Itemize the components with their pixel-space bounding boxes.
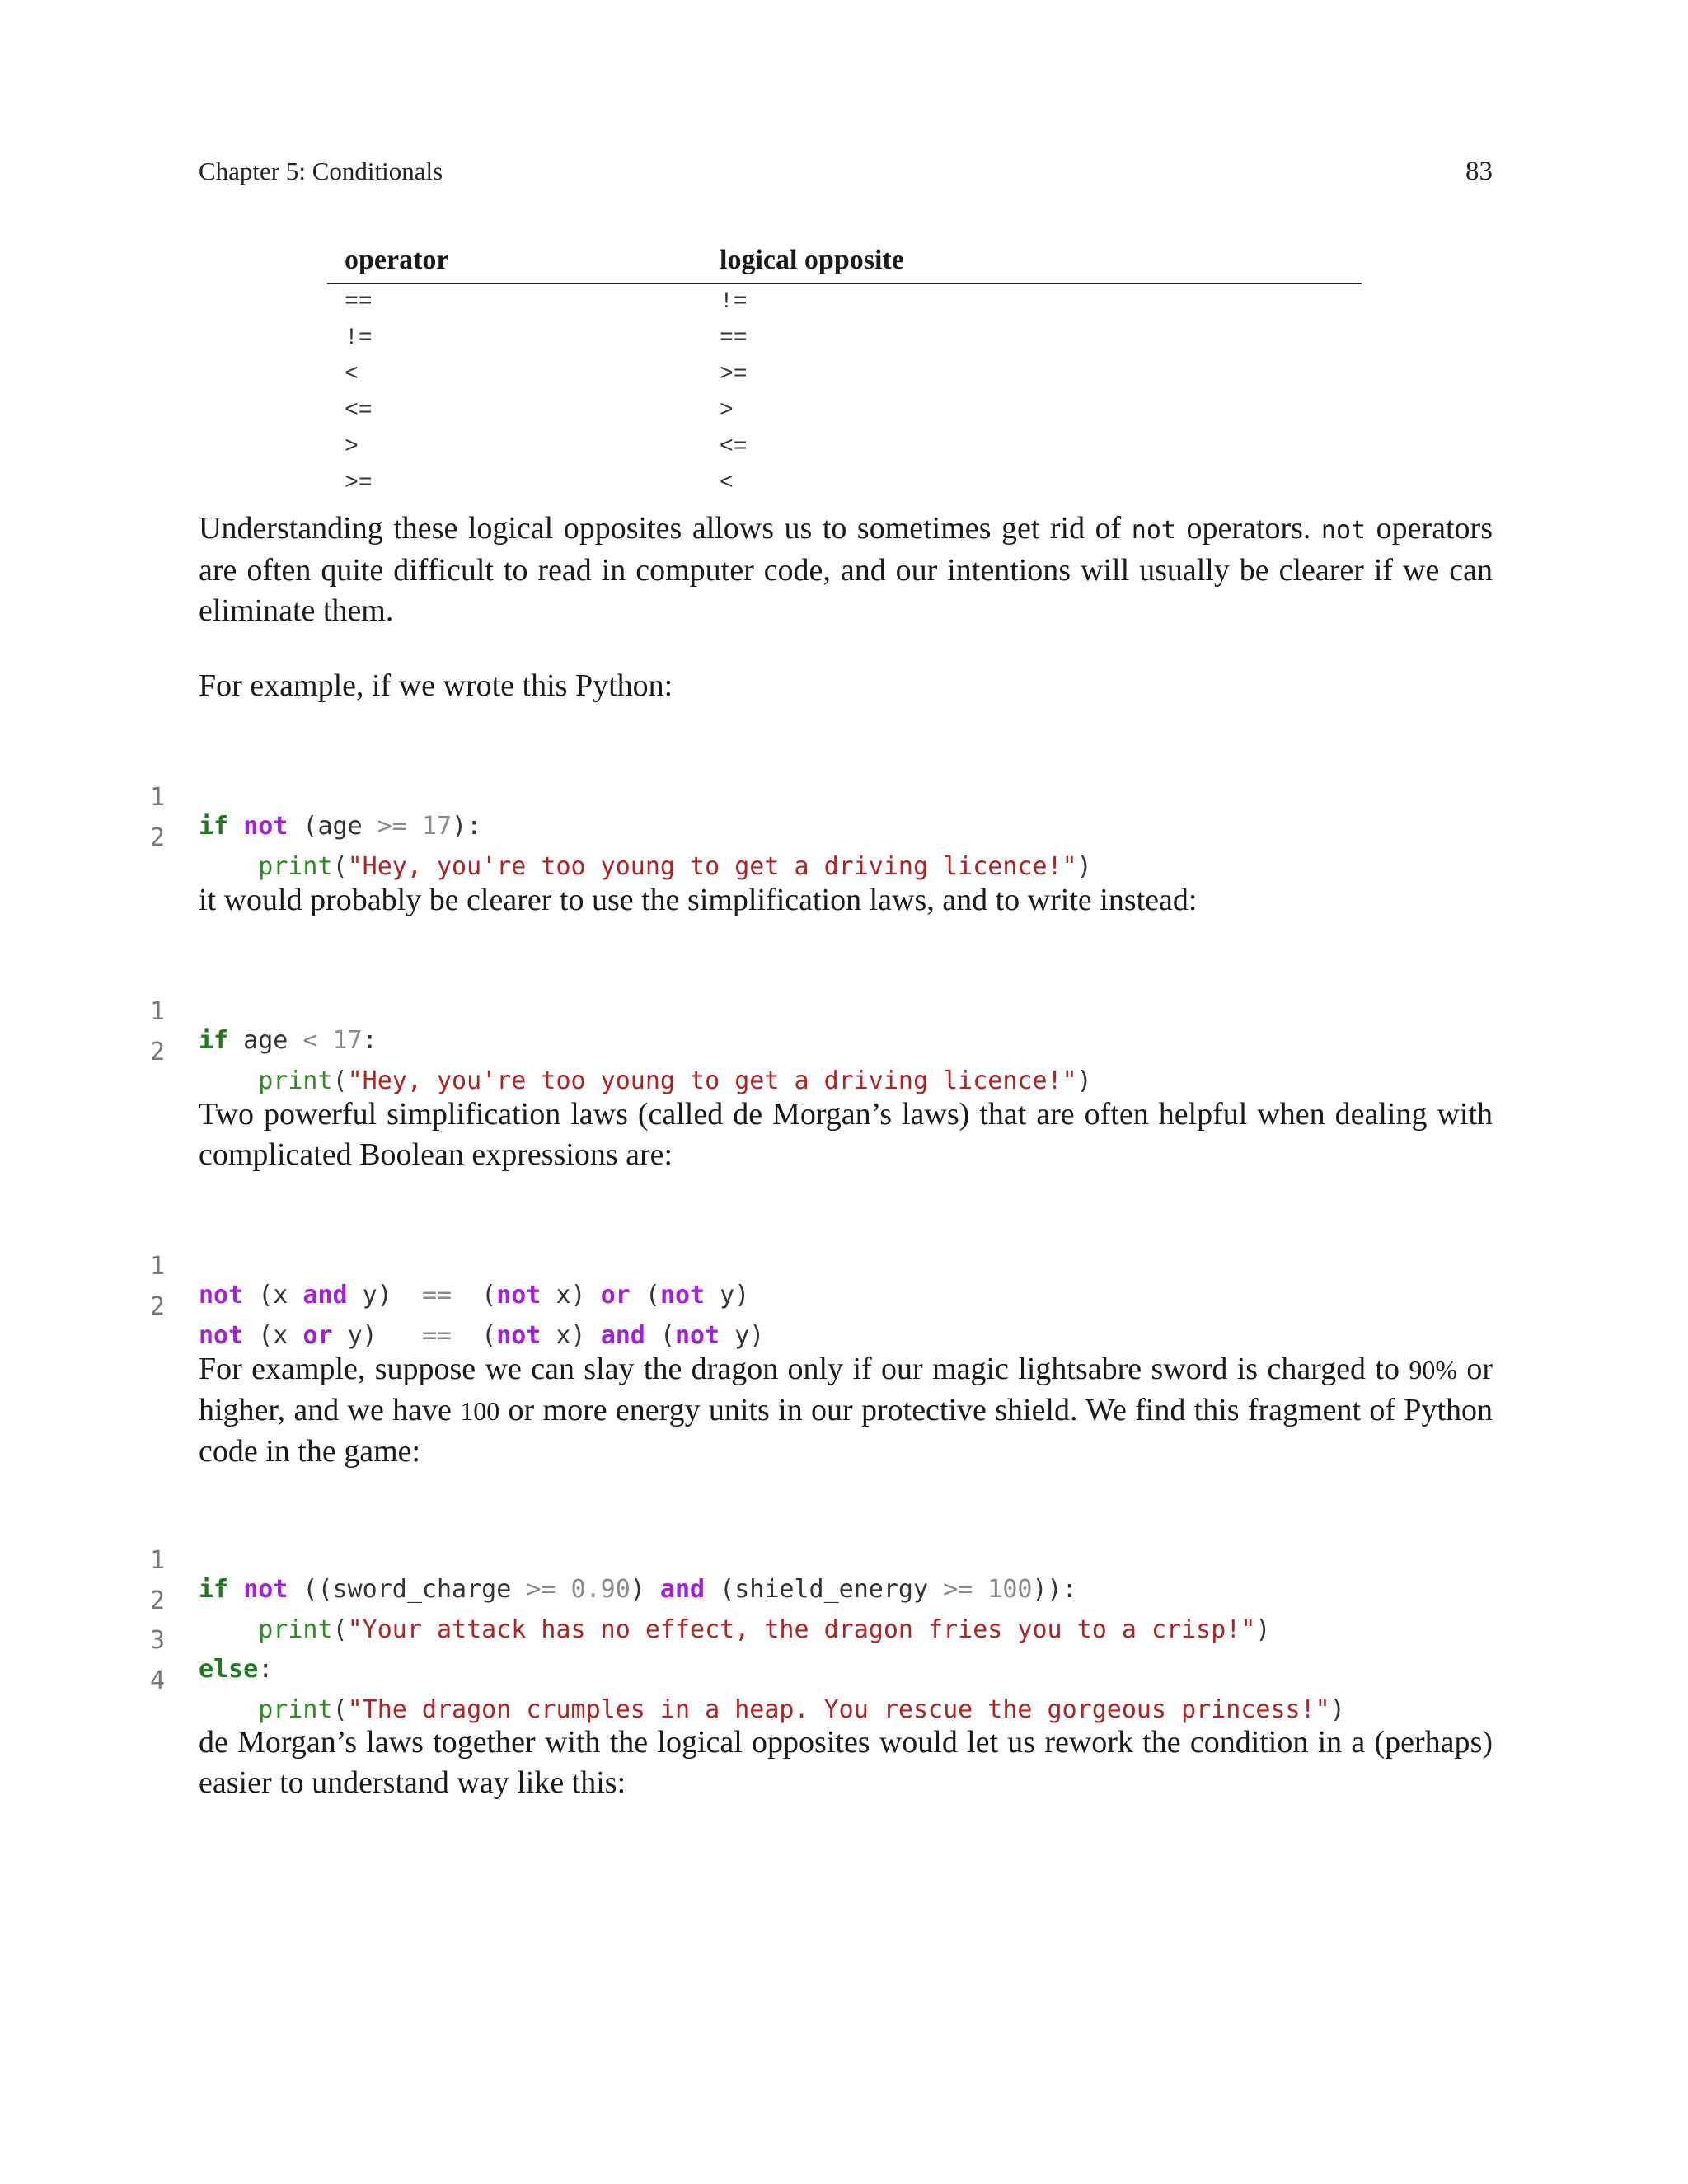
line-number: 3 xyxy=(149,1626,165,1655)
table-row xyxy=(327,429,1362,466)
code-line: 2 print("Your attack has no effect, the dragon fries you to a crisp!") xyxy=(140,1558,1541,1598)
code-line: 1 if age < 17: xyxy=(140,968,1541,1009)
column-header-logical-opposite: logical opposite xyxy=(720,245,904,275)
code-block-de-morgan-laws xyxy=(140,1223,1541,1350)
opposite-cell: == xyxy=(720,326,748,351)
line-number: 4 xyxy=(149,1666,165,1695)
operator-table xyxy=(327,241,1362,502)
table-row xyxy=(327,393,1362,429)
line-number: 2 xyxy=(149,823,165,852)
operator-cell: <= xyxy=(345,398,373,424)
operator-cell: >= xyxy=(345,471,373,496)
column-header-operator: operator xyxy=(345,245,449,275)
table-row xyxy=(327,321,1362,357)
line-number: 1 xyxy=(149,783,165,812)
code-line: 2 print("Hey, you're too young to get a driving licence!") xyxy=(140,794,1541,835)
code-line: 2 print("Hey, you're too young to get a driving licence!") xyxy=(140,1009,1541,1049)
code-block-not-age xyxy=(140,754,1541,881)
running-header xyxy=(199,157,1493,193)
code-line: 1 if not ((sword_charge >= 0.90) and (shield_energy >= 100)): xyxy=(140,1517,1541,1558)
code-block-dragon xyxy=(140,1517,1541,1724)
inline-code-not: not xyxy=(1131,516,1176,545)
table-header xyxy=(327,241,1362,284)
paragraph-simplification: it would probably be clearer to use the simplification laws, and to write instead: xyxy=(199,883,1198,917)
table-row xyxy=(327,466,1362,502)
opposite-cell: > xyxy=(720,398,734,424)
code-line: 1 not (x and y) == (not x) or (not y) xyxy=(140,1223,1541,1263)
opposite-cell: < xyxy=(720,471,734,496)
code-line: 1 if not (age >= 17): xyxy=(140,754,1541,794)
code-block-age-less xyxy=(140,968,1541,1095)
line-number: 2 xyxy=(149,1291,165,1321)
table-row xyxy=(327,357,1362,393)
code-line: 4 print("The dragon crumples in a heap. You rescue the gorgeous princess!") xyxy=(140,1638,1541,1678)
opposite-cell: != xyxy=(720,289,748,315)
code-line: 2 not (x or y) == (not x) and (not y) xyxy=(140,1263,1541,1304)
operator-cell: < xyxy=(345,362,359,387)
line-number: 1 xyxy=(149,997,165,1026)
operator-cell: == xyxy=(345,289,373,315)
line-number: 2 xyxy=(149,1037,165,1066)
chapter-title: Chapter 5: Conditionals xyxy=(199,157,443,185)
code-line: 3 else: xyxy=(140,1597,1541,1638)
paragraph-example-intro: For example, if we wrote this Python: xyxy=(199,668,673,703)
paragraph-de-morgan: Two powerful simplification laws (called de Morgan’s laws) that are often helpful when dealing with complicated Boolean expressions are: xyxy=(199,1097,1493,1172)
paragraph-dragon-example: For example, suppose we can slay the dragon only if our magic lightsabre sword is charged to 90% or higher, and we have 100 or more energy units in our protective shield. We find this fragment of Python code in the game: xyxy=(199,1352,1493,1469)
line-number: 2 xyxy=(149,1586,165,1615)
operator-cell: != xyxy=(345,326,373,351)
page-number: 83 xyxy=(1465,157,1493,186)
opposite-cell: <= xyxy=(720,434,748,460)
inline-code-not: not xyxy=(1320,516,1367,545)
paragraph-rework: de Morgan’s laws together with the logical opposites would let us rework the condition in a (perhaps) easier to understand way like this: xyxy=(199,1725,1493,1800)
paragraph-logical-opposites: Understanding these logical opposites allows us to sometimes get rid of not operators. not operators are often quite difficult to read in computer code, and our intentions will usually be clearer if we can eliminate them. xyxy=(199,511,1493,628)
operator-cell: > xyxy=(345,434,359,460)
line-number: 1 xyxy=(149,1546,165,1575)
line-number: 1 xyxy=(149,1252,165,1281)
table-row xyxy=(327,284,1362,321)
opposite-cell: >= xyxy=(720,362,748,387)
